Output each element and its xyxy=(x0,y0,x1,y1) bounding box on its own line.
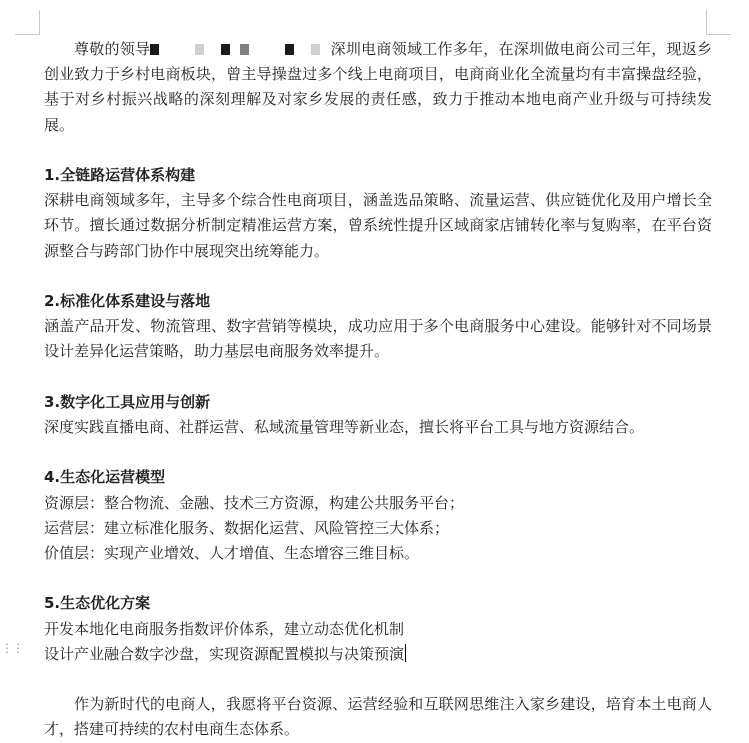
section-5-line-index: 开发本地化电商服务指数评价体系，建立动态优化机制 xyxy=(44,619,405,638)
redaction-block xyxy=(266,44,275,55)
section-5-line-sandbox xyxy=(44,642,712,667)
section-2-heading: 2.标准化体系建设与落地 xyxy=(44,292,211,310)
closing-paragraph: 作为新时代的电商人，我愿将平台资源、运营经验和互联网思维注入家乡建设，培育本土电商人才，搭建可持续的农村电商生态体系。 xyxy=(44,695,712,739)
intro-lead: 尊敬的领导 xyxy=(74,40,151,58)
intro-rest: 深圳电商领域工作多年，在深圳做电商公司三年，现返乡创业致力于乡村电商板块，曾主导操盘过多个线上电商项目，电商商业化全流量均有丰富操盘经验，基于对乡村振兴战略的深刻理解及对家乡发展的责任感，致力于推动本地电商产业升级与可持续发展。 xyxy=(44,40,712,134)
document-body[interactable] xyxy=(44,37,712,743)
intro-paragraph xyxy=(44,37,712,138)
section-3-body: 深度实践直播电商、社群运营、私域流量管理等新业态，擅长将平台工具与地方资源结合。 xyxy=(44,418,645,436)
margin-corner-top-right xyxy=(706,10,731,35)
redaction-block xyxy=(150,44,159,55)
section-5-heading: 5.生态优化方案 xyxy=(44,594,151,613)
redaction-blocks xyxy=(150,40,330,58)
section-1-heading: 1.全链路运营体系构建 xyxy=(44,166,196,184)
section-2-body: 涵盖产品开发、物流管理、数字营销等模块，成功应用于多个电商服务中心建设。能够针对不同场景设计差异化运营策略，助力基层电商服务效率提升。 xyxy=(44,317,712,361)
redaction-block xyxy=(221,44,230,55)
margin-corner-top-left xyxy=(15,10,40,35)
section-4-line-operation: 运营层：建立标准化服务、数据化运营、风险管控三大体系； xyxy=(44,518,450,537)
section-3-heading: 3.数字化工具应用与创新 xyxy=(44,392,211,411)
section-4-line-value: 价值层：实现产业增效、人才增值、生态增容三维目标。 xyxy=(44,544,420,562)
section-1-body: 深耕电商领域多年，主导多个综合性电商项目，涵盖选品策略、流量运营、供应链优化及用户增长全环节。擅长通过数据分析制定精准运营方案，曾系统性提升区域商家店铺转化率与复购率，在平台资源整合与跨部门协作中展现突出统筹能力。 xyxy=(44,191,712,260)
paragraph-drag-handle-icon[interactable]: ⋮⋮ xyxy=(1,641,23,655)
redaction-block xyxy=(240,44,249,55)
redaction-block xyxy=(176,44,185,55)
section-4-heading: 4.生态化运营模型 xyxy=(44,468,166,487)
section-4-line-resource: 资源层：整合物流、金融、技术三方资源，构建公共服务平台； xyxy=(44,493,465,512)
section-5-line-sandbox-text: 设计产业融合数字沙盘，实现资源配置模拟与决策预演 xyxy=(44,644,405,663)
redaction-block xyxy=(195,44,204,55)
redaction-block xyxy=(285,44,294,55)
redaction-block xyxy=(311,44,320,55)
text-cursor xyxy=(405,644,406,662)
